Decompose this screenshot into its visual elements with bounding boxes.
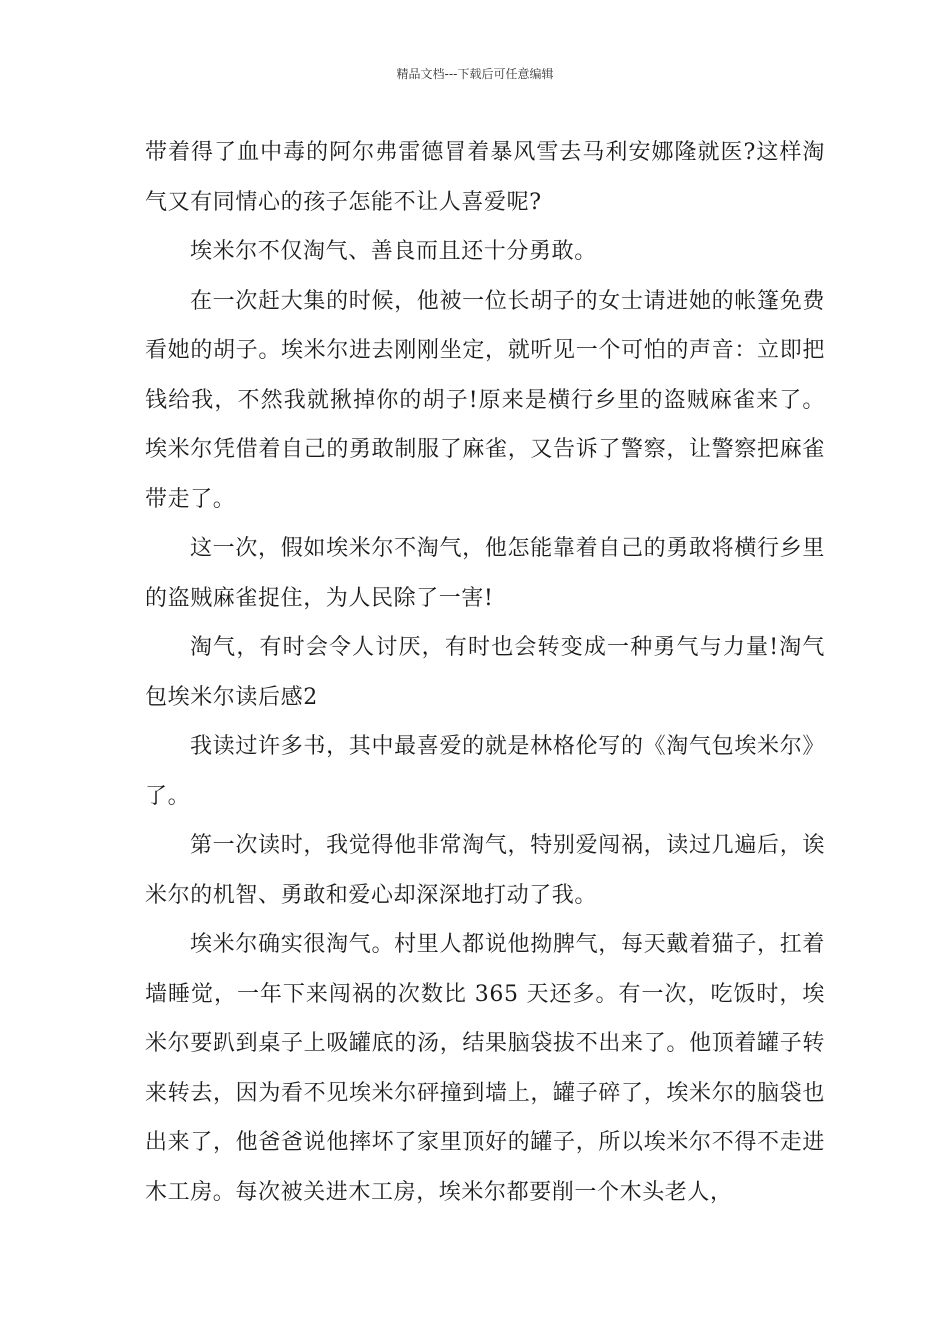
paragraph: 我读过许多书，其中最喜爱的就是林格伦写的《淘气包埃米尔》了。 [145, 734, 825, 809]
paragraph: 淘气，有时会令人讨厌，有时也会转变成一种勇气与力量!淘气包埃米尔读后感2 [145, 635, 825, 710]
paragraph: 在一次赶大集的时候，他被一位长胡子的女士请进她的帐篷免费看她的胡子。埃米尔进去刚刚坐定，就听见一个可怕的声音：立即把钱给我，不然我就揪掉你的胡子!原来是横行乡里的盗贼麻雀来了。埃米尔凭借着自己的勇敢制服了麻雀，又告诉了警察，让警察把麻雀带走了。 [145, 288, 825, 512]
paragraph: 第一次读时，我觉得他非常淘气，特别爱闯祸，读过几遍后，诶米尔的机智、勇敢和爱心却深深地打动了我。 [145, 833, 825, 908]
page-header: 精品文档---下载后可任意编辑 [396, 67, 554, 81]
paragraph: 埃米尔不仅淘气、善良而且还十分勇敢。 [190, 239, 597, 264]
paragraph: 这一次，假如埃米尔不淘气，他怎能靠着自己的勇敢将横行乡里的盗贼麻雀捉住，为人民除了一害! [145, 536, 825, 611]
document-body [145, 128, 825, 1217]
paragraph: 埃米尔确实很淘气。村里人都说他拗脾气，每天戴着猫子，扛着墙睡觉，一年下来闯祸的次数比 365 天还多。有一次，吃饭时，埃米尔要趴到桌子上吸罐底的汤，结果脑袋拔不出来了。他顶着罐子转来转去，因为看不见埃米尔砰撞到墙上，罐子碎了，埃米尔的脑袋也出来了，他爸爸说他摔坏了家里顶好的罐子，所以埃米尔不得不走进木工房。每次被关进木工房，埃米尔都要削一个木头老人， [145, 932, 825, 1205]
paragraph: 带着得了血中毒的阿尔弗雷德冒着暴风雪去马利安娜隆就医?这样淘气又有同情心的孩子怎能不让人喜爱呢? [145, 140, 825, 215]
